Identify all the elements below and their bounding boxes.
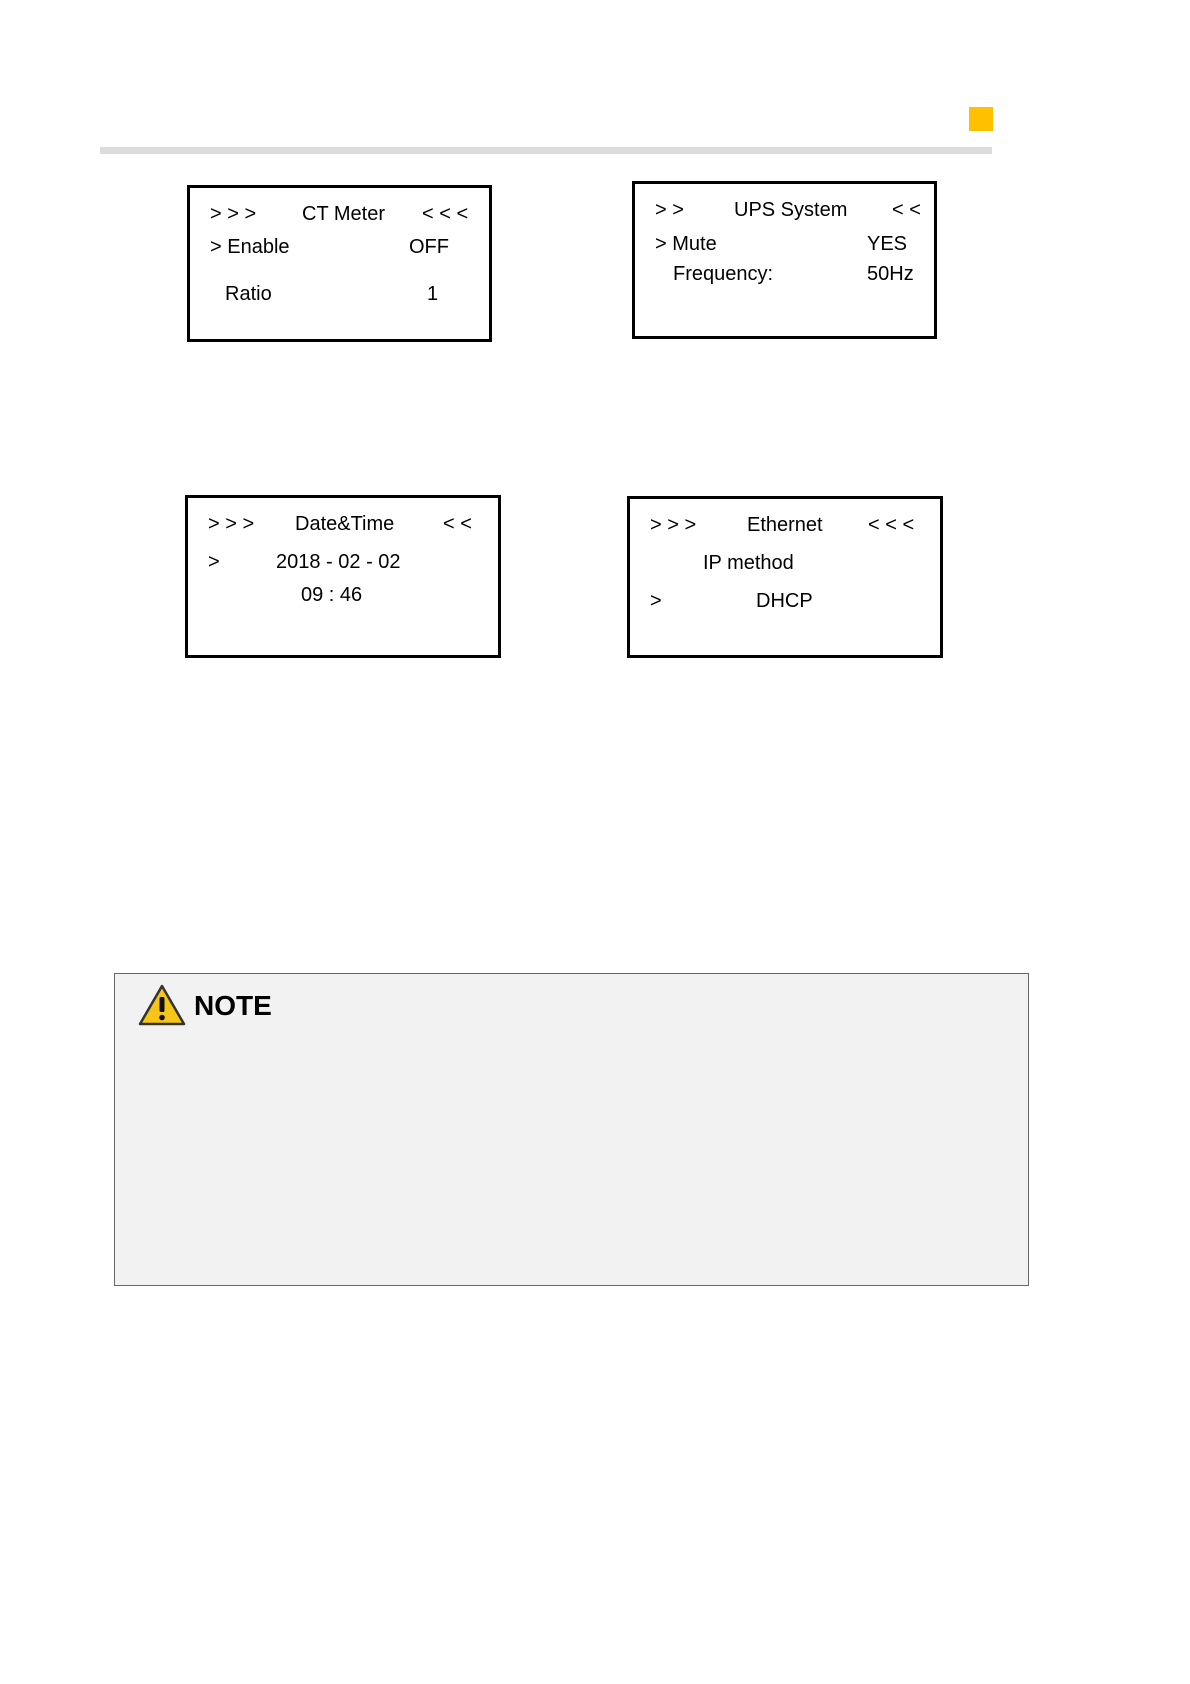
date-time-screen xyxy=(185,495,501,658)
ct-meter-screen xyxy=(187,185,492,342)
mute-value: YES xyxy=(867,233,908,255)
cursor-indicator: > xyxy=(208,551,220,573)
enable-value: OFF xyxy=(409,236,449,258)
screen-title: Date&Time xyxy=(295,513,395,535)
ratio-value: 1 xyxy=(427,283,439,305)
ups-system-screen xyxy=(632,181,937,339)
frequency-value: 50Hz xyxy=(867,263,914,285)
screen-right-arrows: < < xyxy=(443,513,472,535)
note-title: NOTE xyxy=(194,990,272,1021)
screen-right-arrows: < < < xyxy=(868,514,915,536)
ethernet-screen xyxy=(627,496,943,658)
screen-title: Ethernet xyxy=(747,514,823,536)
ip-method-label: IP method xyxy=(703,552,794,574)
ip-method-value: DHCP xyxy=(756,590,813,612)
screen-title: CT Meter xyxy=(302,203,385,225)
screen-left-arrows: > > xyxy=(655,199,684,221)
mute-label: > Mute xyxy=(655,233,717,255)
enable-label: > Enable xyxy=(210,236,290,258)
header-rule xyxy=(100,147,992,154)
screen-right-arrows: < < < xyxy=(422,203,469,225)
cursor-indicator: > xyxy=(650,590,662,612)
screen-right-arrows: < < xyxy=(892,199,921,221)
ratio-label: Ratio xyxy=(225,283,272,305)
section-accent-marker xyxy=(969,107,993,131)
screen-title: UPS System xyxy=(734,199,848,221)
frequency-label: Frequency: xyxy=(673,263,774,285)
screen-left-arrows: > > > xyxy=(210,203,257,225)
screen-left-arrows: > > > xyxy=(208,513,255,535)
screen-left-arrows: > > > xyxy=(650,514,697,536)
warning-triangle-icon xyxy=(137,983,187,1027)
date-value: 2018 - 02 - 02 xyxy=(276,551,401,573)
time-value: 09 : 46 xyxy=(301,584,363,606)
